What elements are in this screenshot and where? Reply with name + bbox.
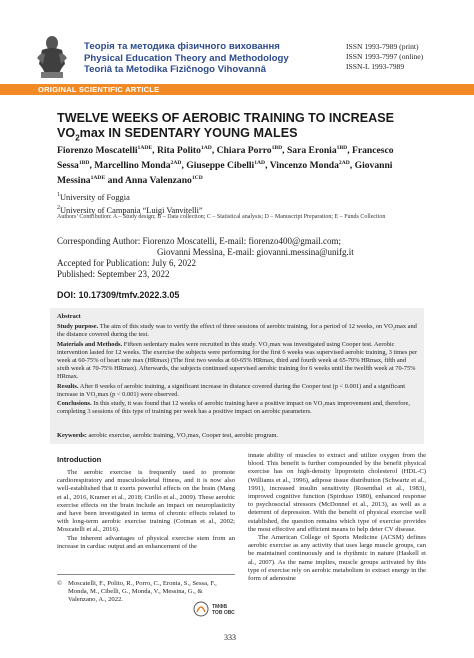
issn-print: ISSN 1993-7989 (print) [346, 42, 419, 51]
author-name: Anna Valenzano [124, 175, 192, 187]
author-list: Fiorenzo Moscatelli$^{1ADE}$, Rita Polito$^{1AD}$, Chiara Porro$^{1BD}$, Sara Eronia$^{1BD}$, Francesco Sessa$^{1BD}$, Marcellino Monda$^{2AD}$, Giuseppe Cibelli$^{1AD}$, Vincenzo Monda$^{2AD}$, Giovanni Messina$^{1ADE}$ and Anna Valenzano$^{1CD}$ [57, 145, 394, 187]
copyright-symbol: © [57, 580, 63, 587]
author-affiliation-mark: 1BD [271, 145, 283, 151]
left-column [57, 469, 235, 551]
intro-paragraph-1: The aerobic exercise is frequently used to promote cardiorespiratory and musculoskeletal fitness, and it is now also well-established that it exerts powerful effects on the brain (Mang et al., 2016, Kramer et al., 2018; Cirillo et al., 2009). These aerobic exercise effects on the brain include an impact on neuroplasticity and have been investigated in terms of chronic effects related to with long-term aerobic exercise training (Cotman et al., 2002; Moscatelli et al., 2016). [57, 469, 235, 534]
published-date: Published: September 23, 2022 [57, 269, 170, 279]
keywords: Keywords: aerobic exercise, aerobic training, VO₂max, Cooper test, aerobic program. [57, 432, 279, 439]
author-affiliation-mark: 1BD [78, 160, 90, 167]
title-line-1: TWELVE WEEKS OF AEROBIC TRAINING TO INCREASE [57, 111, 395, 125]
journal-title-english: Physical Education Theory and Methodology [84, 52, 289, 64]
abstract [57, 313, 419, 417]
copyright-notice: © Moscatelli, F., Polito, R., Porro, C., Eronia, S., Sessa, F., Monda, M., Cibelli, G., Monda, V., Messina, G., & Valenzano, A., 2022. [57, 580, 217, 604]
author-name: Sara Eronia [286, 145, 337, 157]
journal-title-transliterated: Teorìâ ta Metodika Fìzičnogo Vihovannâ [84, 64, 266, 75]
corresponding-author-2: Giovanni Messina, E-mail: giovanni.messina@unifg.it [157, 247, 354, 257]
publisher-logo-icon [193, 600, 209, 618]
article-type-label: ORIGINAL SCIENTIFIC ARTICLE [38, 85, 160, 94]
author-affiliation-mark: 1AD [254, 160, 266, 167]
author-affiliation-mark: 1CD [191, 175, 203, 182]
accepted-date: Accepted for Publication: July 6, 2022 [57, 258, 196, 268]
title-line-2: $VO_2\max$ IN SEDENTARY YOUNG MALES [57, 125, 298, 143]
author-name: Fiorenzo Moscatelli [57, 145, 138, 157]
author-affiliation-mark: 1BD [336, 145, 348, 151]
author-affiliation-mark: 1ADE [90, 175, 106, 182]
author-name: Giuseppe Cibelli [186, 160, 255, 172]
intro-paragraph-2: The inherent advantages of physical exercise stem from an increase in cardiac output and an enhancement of the [57, 534, 235, 550]
author-name: Rita Polito [156, 145, 201, 157]
corresponding-author-1: Corresponding Author: Fiorenzo Moscatelli, E-mail: fiorenzo400@gmail.com; [57, 236, 341, 246]
affiliation-2: $^2$University of Campania “Luigi Vanvitelli” [57, 205, 203, 216]
author-name: Francesco Sessa [57, 145, 394, 172]
journal-title-ukrainian: Теорія та методика фізичного виховання [84, 41, 280, 52]
journal-logo-statue [33, 34, 71, 78]
right-column [248, 452, 426, 583]
author-affiliation-mark: 1AD [200, 145, 212, 151]
affiliation-1: $^1$University of Foggia [57, 192, 130, 202]
introduction-heading: Introduction [57, 455, 102, 464]
page-number: 333 [224, 633, 236, 642]
author-affiliation-mark: 1ADE [137, 145, 153, 151]
author-affiliation-mark: 2AD [338, 160, 350, 167]
footnote-divider [57, 574, 235, 575]
author-contributions: Authors’ Contribution: A – Study design; B – Data collection; C – Statistical analysis; D – Manuscript Preparation; E – Funds Collection [57, 214, 386, 220]
abstract-heading: Abstract [57, 313, 81, 320]
author-name: Vincenzo Monda [269, 160, 339, 172]
abstract-conclusions: Conclusions. In this study, it was found that 12 weeks of aerobic training have a positive impact on VO₂max improvement and, therefore, completing 3 sessions of this type of training per week has a positive impact on aerobic parameters. [57, 400, 410, 416]
abstract-results: Results. After 8 weeks of aerobic training, a significant increase in distance covered during the Cooper test (p < 0.001) and a significant increase in VO₂max (p < 0.001) were observed. [57, 382, 406, 398]
publisher-name: ТМФВ ТОВ ОВС [212, 604, 235, 616]
journal-title [84, 41, 314, 76]
intro-paragraph-3: innate ability of muscles to extract and utilize oxygen from the blood. This benefit is further compounded by the benefit physical exercise has on high-density lipoprotein cholesterol (HDL-C) (Williams et al., 1996), adipose tissue distribution (Schwartz et al., 1991), increased insulin sensitivity (Rosenthal et al., 1983), improved cognitive function (Spirduso 1980), enhanced response to psychosocial stressors (McDonnel et al., 2013), as well as a deterrent of depression. With the benefit of physical exercise well established, the question remains which type of exercise provides the most effective and efficient means to help deter CV disease. [248, 452, 426, 533]
issn-l: ISSN-L 1993-7989 [346, 62, 405, 71]
intro-paragraph-4: The American College of Sports Medicine (ACSM) defines aerobic exercise as any activity that uses large muscle groups, can be maintained continuously and is rhythmic in nature (Haskell et al., 2007). As the name implies, muscle groups activated by this type of exercise rely on aerobic metabolism to extract energy in the form of adenosine [248, 534, 426, 583]
author-name: Giovanni Messina [57, 160, 393, 187]
issn-block [346, 42, 466, 72]
author-name: Marcellino Monda [94, 160, 171, 172]
doi: DOI: 10.17309/tmfv.2022.3.05 [57, 290, 180, 300]
abstract-methods: Materials and Methods. Fifteen sedentary males were recruited in this study. VO₂max was investigated using Cooper test. Aerobic intervention lasted for 12 weeks. The exercise the subjects were performing for the first 6 weeks was supervised aerobic training, 3 times per week at 60-75% of heart rate max (HRmax) (The first two weeks at 60-65% HRmax, third and fourth week at 65-70% HRmax, fifth and sixth week at 70-75% HRmax). Afterwards, the subjects continued supervised aerobic training for 6 weeks until the twelfth week at 70-75% HRmax. [57, 340, 418, 381]
article-title [57, 111, 417, 146]
correspondence-block [57, 236, 447, 280]
issn-online: ISSN 1993-7997 (online) [346, 52, 424, 61]
abstract-purpose: Study purpose. The aim of this study was to verify the effect of three sessions of aerobic training, for a period of 12 weeks, on VO₂max and the distance covered during the test. [57, 323, 417, 339]
author-name: Chiara Porro [216, 145, 272, 157]
author-affiliation-mark: 2AD [170, 160, 182, 167]
